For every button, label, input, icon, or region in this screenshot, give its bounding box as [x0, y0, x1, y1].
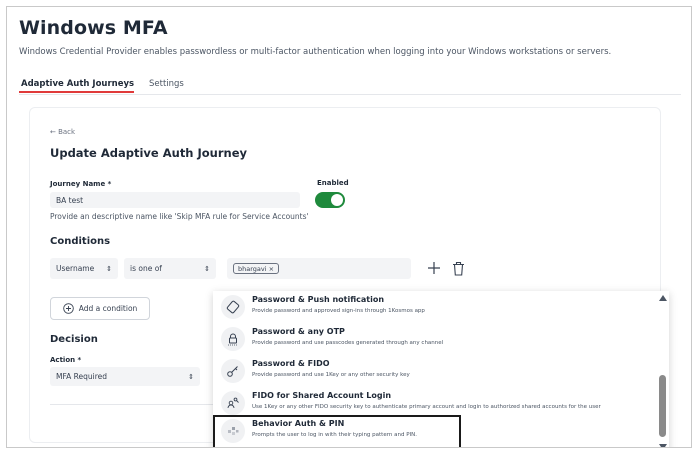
- plus-icon: [427, 261, 441, 275]
- option-description: Use 1Key or any other FIDO security key to authenticate primary account and login to authorized shared accounts for the user: [252, 404, 601, 410]
- option-title: Password & Push notification: [252, 295, 385, 304]
- option-title: Behavior Auth & PIN: [252, 419, 345, 428]
- app-window: [6, 6, 692, 448]
- lock-icon: [221, 327, 245, 351]
- scroll-thumb[interactable]: [659, 375, 666, 437]
- option-title: Password & FIDO: [252, 359, 330, 368]
- condition-field-value: Username: [56, 264, 95, 273]
- dropdown-scrollbar[interactable]: [656, 291, 669, 448]
- plus-circle-icon: [63, 303, 74, 314]
- option-title: Password & any OTP: [252, 327, 345, 336]
- select-arrows-icon: ⇕: [106, 264, 112, 273]
- journey-name-value: BA test: [56, 195, 84, 205]
- add-condition-label: Add a condition: [78, 304, 138, 313]
- action-value: MFA Required: [56, 372, 107, 381]
- shared-account-icon: [221, 391, 245, 415]
- conditions-heading: Conditions: [50, 236, 111, 247]
- condition-field-select[interactable]: [50, 258, 118, 279]
- trash-icon: [452, 261, 465, 276]
- option-title: FIDO for Shared Account Login: [252, 391, 392, 400]
- option-password-otp[interactable]: [213, 323, 655, 355]
- journey-name-hint: Provide an descriptive name like 'Skip MFA rule for Service Accounts': [50, 212, 309, 221]
- option-password-fido[interactable]: [213, 355, 655, 387]
- delete-condition-button[interactable]: [450, 259, 466, 277]
- toggle-knob: [331, 194, 343, 206]
- add-condition-button[interactable]: [50, 297, 150, 320]
- option-description: Provide password and use passcodes generated through any channel: [252, 340, 444, 346]
- tab-settings[interactable]: Settings: [149, 79, 184, 89]
- active-tab-indicator: [19, 91, 134, 93]
- section-divider: [50, 404, 220, 405]
- value-chip[interactable]: [233, 263, 279, 274]
- condition-operator-select[interactable]: [124, 258, 216, 279]
- scroll-up-arrow-icon[interactable]: [659, 295, 667, 301]
- action-label: Action *: [50, 356, 82, 364]
- option-behavior-auth-pin[interactable]: [213, 415, 461, 448]
- form-title: Update Adaptive Auth Journey: [50, 146, 248, 160]
- option-description: Prompts the user to log in with their typing pattern and PIN.: [252, 432, 418, 438]
- add-value-button[interactable]: [426, 260, 442, 276]
- journey-name-label: Journey Name *: [50, 180, 112, 188]
- chip-remove-icon[interactable]: ×: [268, 264, 275, 273]
- journey-name-input[interactable]: [50, 192, 300, 208]
- page-title: Windows MFA: [19, 17, 168, 39]
- condition-values-input[interactable]: [227, 258, 411, 279]
- select-arrows-icon: ⇕: [188, 372, 194, 381]
- tab-bar: [19, 73, 681, 95]
- decision-heading: Decision: [50, 334, 98, 345]
- enabled-toggle[interactable]: [315, 192, 345, 208]
- behavior-icon: [221, 419, 245, 443]
- key-icon: [221, 359, 245, 383]
- action-options-dropdown: [213, 291, 669, 448]
- push-icon: [221, 295, 245, 319]
- page-description: Windows Credential Provider enables passwordless or multi-factor authentication when logging into your Windows workstations or servers.: [19, 47, 612, 57]
- option-description: Provide password and approved sign-ins through 1Kosmos app: [252, 308, 425, 314]
- option-password-push[interactable]: [213, 291, 655, 323]
- back-link[interactable]: ← Back: [50, 128, 76, 136]
- action-select[interactable]: [50, 367, 200, 386]
- scroll-down-arrow-icon[interactable]: [659, 444, 667, 448]
- chip-label: bhargavi: [238, 264, 267, 273]
- select-arrows-icon: ⇕: [204, 264, 210, 273]
- option-description: Provide password and use 1Key or any other security key: [252, 372, 410, 378]
- condition-operator-value: is one of: [130, 264, 162, 273]
- enabled-label: Enabled: [317, 179, 349, 187]
- tab-adaptive-auth-journeys[interactable]: Adaptive Auth Journeys: [21, 79, 135, 89]
